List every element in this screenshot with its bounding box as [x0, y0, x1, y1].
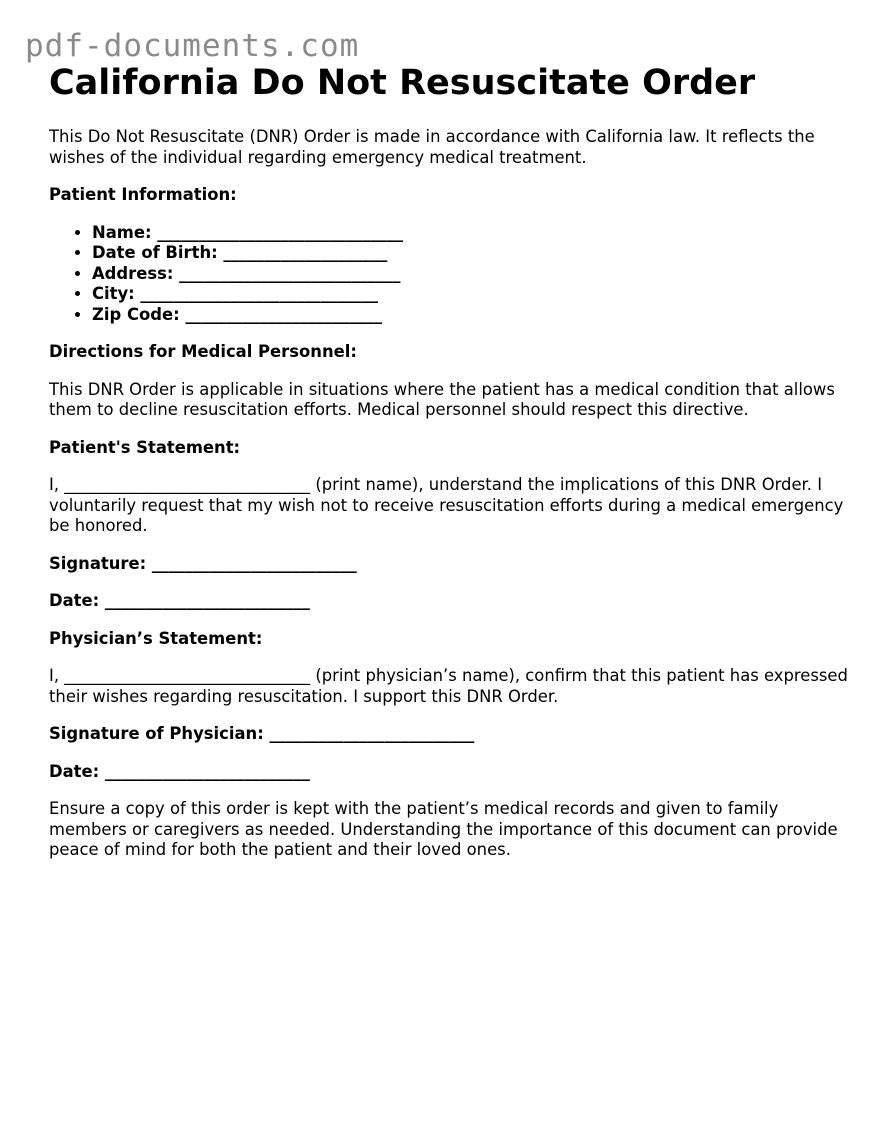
- patient-info-heading: Patient Information:: [49, 185, 237, 204]
- address-field: • Address: ___________________________: [92, 264, 849, 285]
- name-field: • Name: ______________________________: [92, 223, 849, 244]
- physician-statement-paragraph: I, ______________________________ (print physician’s name), confirm that this patient has expressed their wishes regarding resuscitation. I support this DNR Order.: [49, 666, 848, 706]
- intro-paragraph: This Do Not Resuscitate (DNR) Order is made in accordance with California law. It reflects the wishes of the individual regarding emergency medical treatment.: [49, 127, 815, 167]
- directions-paragraph: This DNR Order is applicable in situations where the patient has a medical condition that allows them to decline resuscitation efforts. Medical personnel should respect this directive.: [49, 379, 835, 419]
- patient-info-list: [49, 223, 849, 326]
- zip-field: • Zip Code: ________________________: [92, 305, 849, 326]
- physician-statement-heading: Physician’s Statement:: [49, 628, 263, 648]
- document-page: [49, 62, 849, 861]
- dob-field: • Date of Birth: ____________________: [92, 243, 849, 264]
- physician-signature-line: Signature of Physician: _________________________: [49, 724, 475, 743]
- document-title: California Do Not Resuscitate Order: [49, 63, 756, 103]
- patient-date-line: Date: _________________________: [49, 591, 310, 610]
- patient-statement-heading: Patient's Statement:: [49, 437, 241, 457]
- directions-heading: Directions for Medical Personnel:: [49, 342, 357, 361]
- physician-date-line: Date: _________________________: [49, 761, 310, 781]
- city-field: • City: _____________________________: [92, 284, 849, 305]
- patient-statement-paragraph: I, ______________________________ (print name), understand the implications of this DNR Order. I voluntarily request that my wish not to receive resuscitation efforts during a medical emergency be honored.: [49, 475, 844, 535]
- watermark: pdf-documents.com: [25, 28, 360, 64]
- patient-signature-line: Signature: _________________________: [49, 553, 357, 573]
- closing-paragraph: Ensure a copy of this order is kept with the patient’s medical records and given to family members or caregivers as needed. Understanding the importance of this document can provide peace of mind for both the patient and their loved ones.: [49, 799, 838, 859]
